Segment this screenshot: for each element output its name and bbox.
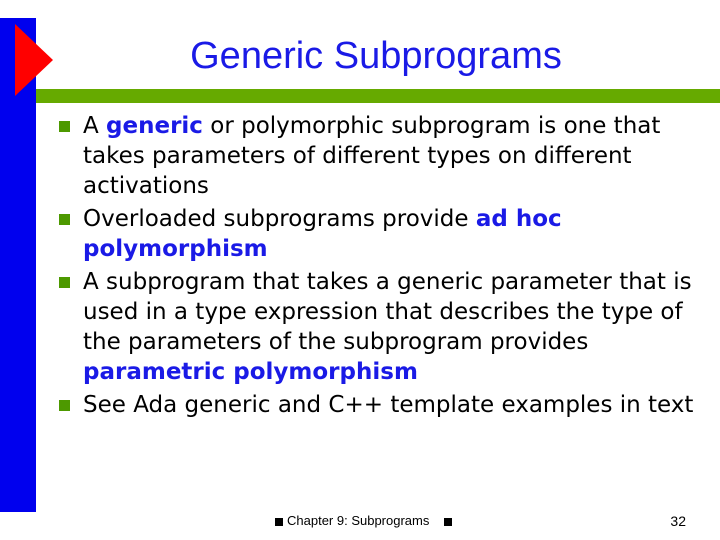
square-bullet-icon [59, 277, 70, 288]
bullet-item [59, 111, 709, 201]
emphasis-term: generic [106, 113, 203, 139]
bullet-item [59, 390, 709, 420]
bullet-item [59, 204, 709, 264]
page-number: 32 [670, 513, 686, 529]
square-bullet-icon [59, 400, 70, 411]
text-segment: A [83, 113, 107, 139]
emphasis-term: parametric polymorphism [83, 359, 418, 385]
slide-footer [0, 512, 720, 536]
square-bullet-icon [59, 214, 70, 225]
bullet-list [59, 111, 709, 423]
text-segment: or polymorphic subprogram is one that takes parameters of different types on different activations [83, 113, 661, 199]
bullet-text [83, 392, 693, 418]
bullet-item [59, 267, 709, 387]
bullet-text [83, 206, 562, 262]
footer-square-icon [275, 518, 283, 526]
square-bullet-icon [59, 121, 70, 132]
footer-square-icon [444, 518, 452, 526]
bullet-text [83, 113, 660, 199]
text-segment: A subprogram that takes a generic parameter that is used in a type expression that describes the type of the parameters of the subprogram provides [83, 269, 692, 355]
text-segment: See Ada generic and C++ template examples in text [83, 392, 694, 418]
bullet-text [83, 269, 692, 385]
text-segment: Overloaded subprograms provide [83, 206, 476, 232]
slide-title: Generic Subprograms [190, 35, 562, 77]
footer-chapter-label: Chapter 9: Subprograms [287, 513, 430, 528]
title-divider [36, 89, 720, 103]
emphasis-term: ad hoc polymorphism [83, 206, 562, 262]
